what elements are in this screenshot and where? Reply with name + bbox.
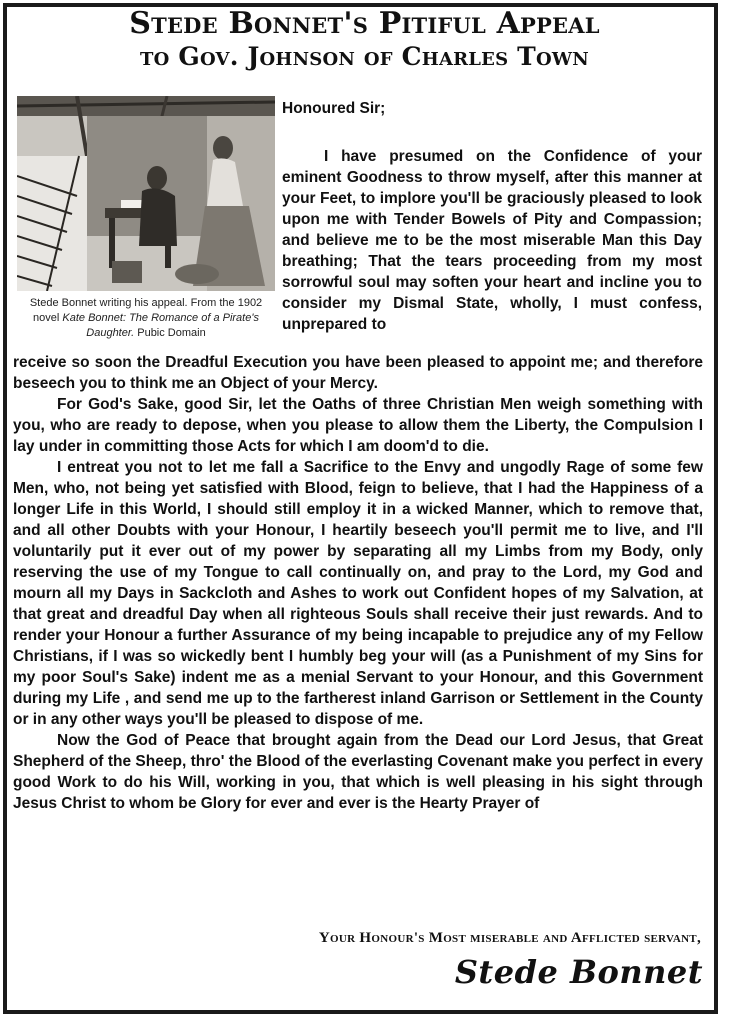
caption-book-title: Kate Bonnet: The Romance of a Pirate's Daughter.: [62, 312, 259, 339]
letter-paragraph-3: I entreat you not to let me fall a Sacrifice to the Envy and ungodly Rage of some few Men, who, not being yet satisfied with Blood, feign to believe, that I had the Happiness of a longer Life in this World, I should still employ it in a wicked Manner, which to remove that, and all other Doubts with your Honour, I heartily beseech you'll permit me to live, and I'll voluntarily put it ever out of my power by separating all my Limbs from my Body, only reserving the use of my Tongue to call continually on, and pray to the Lord, my God and mourn all my Days in Sackcloth and Ashes to work out Confident hopes of my Salvation, at that great and dreadful Day when all righteous Souls shall receive their just rewards. And to render your Honour a further Assurance of my being incapable to prejudice any of my Fellow Christians, if I was so wickedly bent I humbly beg your will (as a Punishment of my Sins for my poor Soul's Sake) indent me as a menial Servant to your Honour, and this Government during my Life , and send me up to the fartherest inland Garrison or Settlement in the County or in any other ways you'll be pleased to dispose of me.: [13, 459, 703, 728]
letter-paragraph-4: Now the God of Peace that brought again from the Dead our Lord Jesus, that Great Shepherd of the Sheep, thro' the Blood of the everlasting Covenant make you perfect in every good Work to do his Will, working in you, that which is well pleasing in his sight through Jesus Christ to whom be Glory for ever and ever is the Hearty Prayer of: [13, 732, 703, 812]
page-subtitle: to Gov. Johnson of Charles Town: [140, 42, 589, 71]
letter-paragraph-1-rest: receive so soon the Dreadful Execution you have been pleased to appoint me; and therefore beseech you to think me an Object of your Mercy.: [13, 354, 703, 392]
caption-suffix: Pubic Domain: [137, 327, 206, 339]
letter-paragraph-2: For God's Sake, good Sir, let the Oaths of three Christian Men weigh something with you, who are ready to depose, when you please to allow them the Liberty, the Compulsion I lay under in committing those Acts for which I am doom'd to die.: [13, 396, 703, 455]
illustration-image: [17, 96, 275, 291]
letter-body: [13, 352, 703, 814]
illustration-drawing: [17, 96, 275, 291]
page-title: Stede Bonnet's Pitiful Appeal: [129, 6, 600, 41]
figure-caption: [17, 296, 275, 341]
letter-closing: Your Honour's Most miserable and Afflicted servant,: [318, 930, 701, 946]
letter-paragraph-1-top: I have presumed on the Confidence of your eminent Goodness to throw myself, after this manner at your Feet, to implore you'll be graciously pleased to look upon me with Tender Bowels of Pity and Compassion; and believe me to be the most miserable Man this Day breathing; That the tears proceeding from my most sorrowful soul may soften your heart and incline you to consider my Dismal State, wholly, I must confess, unprepared to: [282, 148, 702, 333]
signature: Stede Bonnet: [454, 953, 703, 991]
caption-prefix: Stede Bonnet writing his appeal. From the 1902 novel: [29, 297, 263, 324]
letter-salutation: Honoured Sir;: [282, 100, 386, 117]
